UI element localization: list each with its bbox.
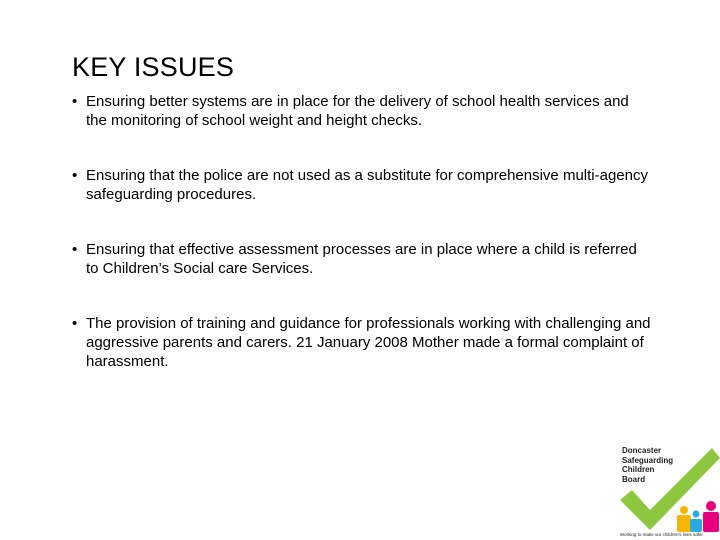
logo-line: Safeguarding [622, 455, 674, 465]
checkmark-icon [616, 444, 720, 532]
list-item [72, 166, 652, 204]
doncaster-safeguarding-logo [616, 444, 720, 540]
logo-line: Doncaster [622, 446, 662, 455]
bullet-icon: • [72, 93, 78, 110]
bullet-text: Ensuring that the police are not used as a substitute for comprehensive multi-agency safeguarding procedures. [86, 167, 648, 203]
bullet-text: The provision of training and guidance for professionals working with challenging and aggressive parents and carers. 21 January 2008 Mother made a formal complaint of harassment. [86, 315, 651, 370]
logo-tagline: Working to make our children's lives safer [620, 532, 704, 537]
bullet-icon: • [72, 167, 78, 184]
list-item [72, 92, 652, 130]
key-issues-list [72, 92, 652, 407]
bullet-icon: • [72, 241, 78, 258]
logo-line: Board [622, 474, 646, 484]
list-item [72, 240, 652, 278]
logo-line: Children [622, 465, 655, 474]
bullet-text: Ensuring that effective assessment processes are in place where a child is referred to Children’s Social care Services. [86, 241, 637, 277]
slide-title: KEY ISSUES [72, 52, 235, 83]
bullet-text: Ensuring better systems are in place for the delivery of school health services and the monitoring of school weight and height checks. [86, 93, 629, 129]
family-figures-icon [677, 501, 719, 532]
list-item [72, 314, 652, 371]
bullet-icon: • [72, 315, 78, 332]
